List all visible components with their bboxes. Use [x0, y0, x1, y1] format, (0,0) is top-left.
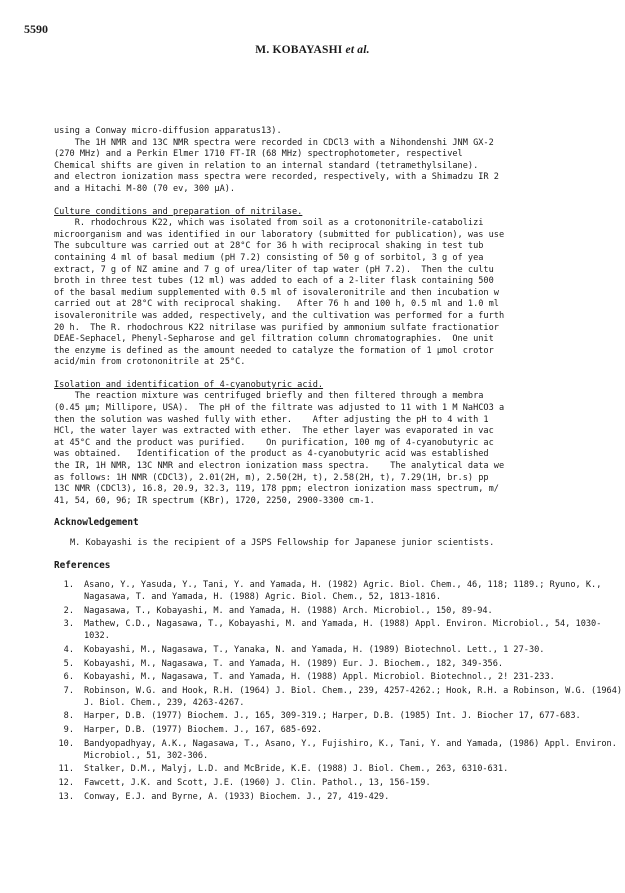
text-line: The reaction mixture was centrifuged briefly and then filtered through a membra [54, 391, 484, 402]
text-line: The subculture was carried out at 28°C for 36 h with reciprocal shaking in test tub [54, 241, 484, 252]
text-line: (270 MHz) and a Perkin Elmer 1710 FT-IR (68 MHz) spectrophotometer, respectivel [54, 149, 463, 160]
reference-text: Harper, D.B. (1977) Biochem. J., 167, 685-692. [84, 725, 322, 736]
reference-item [54, 672, 625, 684]
reference-number: 10. [58, 739, 74, 749]
text-line: The 1H NMR and 13C NMR spectra were recorded in CDCl3 with a Nihondenshi JNM GX-2 [54, 137, 494, 148]
reference-text: Asano, Y., Yasuda, Y., Tani, Y. and Yamada, H. (1982) Agric. Biol. Chem., 46, 118; 1189.; Ryuno, K., Nagasawa, T. and Yamada, H. (1988) Agric. Biol. Chem., 52, 1813-1816. [84, 580, 602, 602]
acknowledgement-heading: Acknowledgement [54, 517, 139, 529]
reference-text: Kobayashi, M., Nagasawa, T., Yanaka, N. and Yamada, H. (1989) Biotechnol. Lett., 1 27-30. [84, 644, 545, 655]
text-line: using a Conway micro-diffusion apparatus13). [54, 126, 282, 136]
reference-item [54, 606, 625, 618]
reference-text: Nagasawa, T., Kobayashi, M. and Yamada, H. (1988) Arch. Microbiol., 150, 89-94. [84, 605, 493, 616]
reference-text: Bandyopadhyay, A.K., Nagasawa, T., Asano, Y., Fujishiro, K., Tani, Y. and Yamada, (1986) Appl. Environ. Microbiol., 51, 302-306. [84, 739, 617, 761]
reference-number: 5. [63, 658, 74, 669]
text-line: 13C NMR (CDCl3), 16.8, 20.9, 32.3, 119, 178 ppm; electron ionization mass spectrum, m/ [54, 484, 499, 495]
reference-text: Conway, E.J. and Byrne, A. (1933) Biochem. J., 27, 419-429. [84, 791, 390, 802]
reference-text: Robinson, W.G. and Hook, R.H. (1964) J. Biol. Chem., 239, 4257-4262.; Hook, R.H. a Robinson, W.G. (1964) J. Biol. Chem., 239, 4263-4267. [84, 686, 623, 708]
text-line: and electron ionization mass spectra were recorded, respectively, with a Shimadzu IR 2 [54, 172, 499, 183]
reference-item [54, 686, 625, 709]
text-line: and a Hitachi M-80 (70 ev, 300 µA). [54, 183, 236, 194]
reference-item [54, 711, 625, 723]
text-line: the enzyme is defined as the amount needed to catalyze the formation of 1 µmol crotor [54, 345, 494, 356]
text-line: HCl, the water layer was extracted with ether. The ether layer was evaporated in vac [54, 426, 494, 437]
reference-item [54, 725, 625, 737]
text-line: microorganism and was identified in our laboratory (submitted for publication), was use [54, 229, 505, 240]
running-head-author: M. KOBAYASHI [255, 44, 343, 56]
reference-text: Kobayashi, M., Nagasawa, T. and Yamada, H. (1988) Appl. Microbiol. Biotechnol., 2! 231-233. [84, 672, 555, 683]
reference-item [54, 739, 625, 762]
reference-number: 4. [63, 644, 74, 655]
text-line: R. rhodochrous K22, which was isolated from soil as a crotononitrile-catabolizi [54, 218, 484, 229]
running-head [0, 44, 625, 56]
text-line: broth in three test tubes (12 ml) was added to each of a 2-liter flask containing 500 [54, 276, 494, 287]
article-body [54, 126, 625, 806]
reference-number: 11. [58, 764, 74, 775]
reference-text: Kobayashi, M., Nagasawa, T. and Yamada, H. (1989) Eur. J. Biochem., 182, 349-356. [84, 658, 504, 669]
reference-number: 9. [63, 725, 74, 736]
text-line: containing 4 ml of basal medium (pH 7.2) consisting of 50 g of sorbitol, 3 g of yea [54, 252, 484, 263]
text-line: (0.45 µm; Millipore, USA). The pH of the filtrate was adjusted to 11 with 1 M NaHCO3 a [54, 403, 505, 414]
reference-item [54, 659, 625, 671]
text-line: 20 h. The R. rhodochrous K22 nitrilase was purified by ammonium sulfate fractionatior [54, 322, 499, 333]
reference-number: 3. [63, 619, 74, 630]
reference-item [54, 645, 625, 657]
reference-text: Stalker, D.M., Malyj, L.D. and McBride, K.E. (1988) J. Biol. Chem., 263, 6310-631. [84, 764, 509, 775]
text-line: DEAE-Sephacel, Phenyl-Sepharose and gel filtration column chromatographies. One unit [54, 334, 494, 345]
text-line: the IR, 1H NMR, 13C NMR and electron ionization mass spectra. The analytical data we [54, 461, 505, 472]
reference-text: Harper, D.B. (1977) Biochem. J., 165, 309-319.; Harper, D.B. (1985) Int. J. Biocher 17, 677-683. [84, 711, 581, 722]
text-line: 41, 54, 60, 96; IR spectrum (KBr), 1720, 2250, 2900-3300 cm-1. [54, 495, 375, 506]
isolation-section [54, 380, 625, 508]
section-heading: Culture conditions and preparation of nitrilase. [54, 206, 303, 217]
page-number: 5590 [24, 22, 48, 36]
text-line: was obtained. Identification of the product as 4-cyanobutyric acid was established [54, 449, 489, 460]
text-line: then the solution was washed fully with ether. After adjusting the pH to 4 with 1 [54, 414, 489, 425]
section-heading: Isolation and identification of 4-cyanobutyric acid. [54, 379, 324, 390]
running-head-etal: et al. [342, 44, 370, 56]
text-line: extract, 7 g of NZ amine and 7 g of urea/liter of tap water (pH 7.2). Then the cultu [54, 264, 494, 275]
intro-paragraph [54, 126, 625, 196]
reference-text: Mathew, C.D., Nagasawa, T., Kobayashi, M. and Yamada, H. (1988) Appl. Environ. Microbiol., 54, 1030-1032. [84, 619, 602, 641]
reference-list [54, 580, 625, 803]
reference-number: 8. [63, 711, 74, 722]
reference-number: 1. [63, 580, 74, 591]
text-line: isovaleronitrile was added, respectively, and the cultivation was performed for a furth [54, 310, 505, 321]
culture-section [54, 207, 625, 369]
reference-number: 6. [63, 672, 74, 683]
reference-item [54, 778, 625, 790]
references-heading: References [54, 559, 111, 571]
reference-number: 7. [63, 686, 74, 697]
reference-item [54, 619, 625, 642]
acknowledgement-text: M. Kobayashi is the recipient of a JSPS Fellowship for Japanese junior scientists. [70, 538, 495, 548]
reference-item [54, 580, 625, 603]
text-line: of the basal medium supplemented with 0.5 ml of isovaleronitrile and then incubation w [54, 287, 499, 298]
reference-number: 12. [58, 778, 74, 789]
reference-number: 13. [58, 791, 74, 802]
reference-number: 2. [63, 605, 74, 616]
text-line: acid/min from crotononitrile at 25°C. [54, 357, 246, 368]
text-line: at 45°C and the product was purified. On purification, 100 mg of 4-cyanobutyric ac [54, 437, 494, 448]
text-line: as follows: 1H NMR (CDCl3), 2.01(2H, m), 2.50(2H, t), 2.58(2H, t), 7.29(1H, br.s) pp [54, 472, 489, 483]
reference-text: Fawcett, J.K. and Scott, J.E. (1960) J. Clin. Pathol., 13, 156-159. [84, 778, 431, 789]
text-line: Chemical shifts are given in relation to an internal standard (tetramethylsilane). [54, 160, 479, 171]
reference-item [54, 792, 625, 804]
text-line: carried out at 28°C with reciprocal shaking. After 76 h and 100 h, 0.5 ml and 1.0 ml [54, 299, 499, 310]
reference-item [54, 764, 625, 776]
